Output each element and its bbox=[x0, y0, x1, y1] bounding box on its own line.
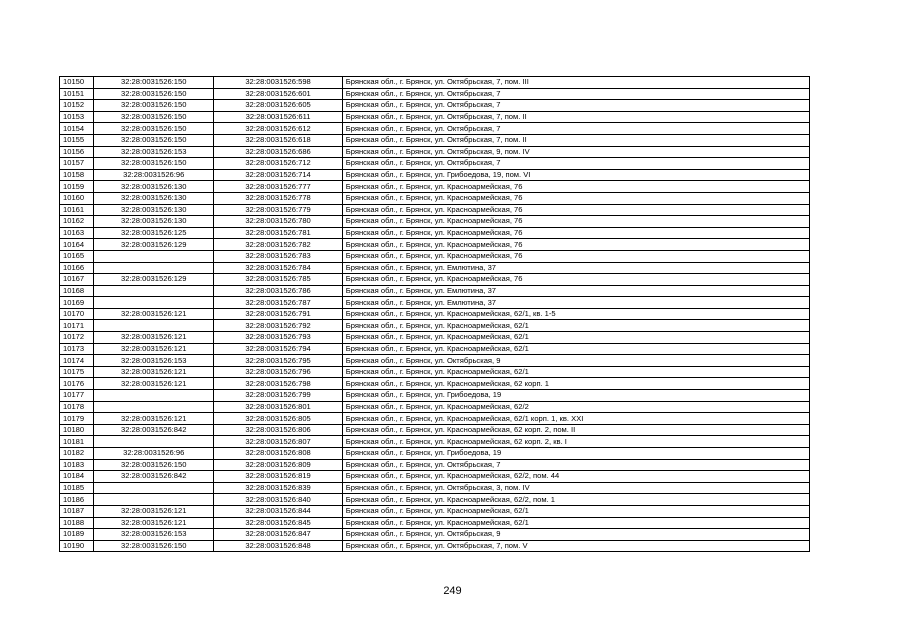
row-number-cell: 10185 bbox=[60, 482, 94, 494]
row-number-cell: 10188 bbox=[60, 517, 94, 529]
cadastral-number-cell: 32:28:0031526:601 bbox=[214, 88, 342, 100]
row-number-cell: 10168 bbox=[60, 285, 94, 297]
address-cell: Брянская обл., г. Брянск, ул. Красноармейская, 62/2, пом. 44 bbox=[342, 471, 809, 483]
address-cell: Брянская обл., г. Брянск, ул. Красноармейская, 76 bbox=[342, 274, 809, 286]
row-number-cell: 10164 bbox=[60, 239, 94, 251]
cadastral-number-cell: 32:28:0031526:786 bbox=[214, 285, 342, 297]
row-number-cell: 10183 bbox=[60, 459, 94, 471]
cadastral-number-cell: 32:28:0031526:808 bbox=[214, 448, 342, 460]
table-row bbox=[60, 436, 810, 448]
cadastral-number-cell: 32:28:0031526:778 bbox=[214, 192, 342, 204]
cadastral-number-cell: 32:28:0031526:819 bbox=[214, 471, 342, 483]
cadastral-number-cell: 32:28:0031526:784 bbox=[214, 262, 342, 274]
parent-cadastral-number-cell: 32:28:0031526:121 bbox=[94, 343, 214, 355]
table-row bbox=[60, 111, 810, 123]
parent-cadastral-number-cell: 32:28:0031526:96 bbox=[94, 448, 214, 460]
table-row bbox=[60, 262, 810, 274]
address-cell: Брянская обл., г. Брянск, ул. Грибоедова, 19 bbox=[342, 390, 809, 402]
table-row bbox=[60, 413, 810, 425]
address-cell: Брянская обл., г. Брянск, ул. Емлютина, 37 bbox=[342, 285, 809, 297]
table-row bbox=[60, 471, 810, 483]
address-cell: Брянская обл., г. Брянск, ул. Красноармейская, 62/1 bbox=[342, 517, 809, 529]
row-number-cell: 10158 bbox=[60, 169, 94, 181]
address-cell: Брянская обл., г. Брянск, ул. Красноармейская, 76 bbox=[342, 216, 809, 228]
parent-cadastral-number-cell bbox=[94, 390, 214, 402]
address-cell: Брянская обл., г. Брянск, ул. Октябрьская, 9 bbox=[342, 529, 809, 541]
parent-cadastral-number-cell bbox=[94, 250, 214, 262]
table-row bbox=[60, 448, 810, 460]
table-row bbox=[60, 169, 810, 181]
parent-cadastral-number-cell: 32:28:0031526:96 bbox=[94, 169, 214, 181]
table-row bbox=[60, 308, 810, 320]
parent-cadastral-number-cell: 32:28:0031526:842 bbox=[94, 424, 214, 436]
cadastral-number-cell: 32:28:0031526:791 bbox=[214, 308, 342, 320]
address-cell: Брянская обл., г. Брянск, ул. Емлютина, 37 bbox=[342, 297, 809, 309]
address-cell: Брянская обл., г. Брянск, ул. Октябрьская, 3, пом. IV bbox=[342, 482, 809, 494]
table-row bbox=[60, 158, 810, 170]
parent-cadastral-number-cell: 32:28:0031526:125 bbox=[94, 227, 214, 239]
parent-cadastral-number-cell: 32:28:0031526:150 bbox=[94, 134, 214, 146]
row-number-cell: 10167 bbox=[60, 274, 94, 286]
row-number-cell: 10160 bbox=[60, 192, 94, 204]
table-row bbox=[60, 540, 810, 552]
parent-cadastral-number-cell: 32:28:0031526:130 bbox=[94, 181, 214, 193]
address-cell: Брянская обл., г. Брянск, ул. Красноармейская, 62 корп. 2, пом. II bbox=[342, 424, 809, 436]
parent-cadastral-number-cell bbox=[94, 285, 214, 297]
table-row bbox=[60, 216, 810, 228]
table-row bbox=[60, 529, 810, 541]
row-number-cell: 10180 bbox=[60, 424, 94, 436]
parent-cadastral-number-cell: 32:28:0031526:150 bbox=[94, 77, 214, 89]
parent-cadastral-number-cell: 32:28:0031526:121 bbox=[94, 378, 214, 390]
cadastral-table bbox=[59, 76, 810, 552]
parent-cadastral-number-cell bbox=[94, 262, 214, 274]
cadastral-number-cell: 32:28:0031526:801 bbox=[214, 401, 342, 413]
table-row bbox=[60, 181, 810, 193]
row-number-cell: 10176 bbox=[60, 378, 94, 390]
address-cell: Брянская обл., г. Брянск, ул. Красноармейская, 62/1 корп. 1, кв. XXI bbox=[342, 413, 809, 425]
row-number-cell: 10175 bbox=[60, 366, 94, 378]
row-number-cell: 10152 bbox=[60, 100, 94, 112]
table-row bbox=[60, 285, 810, 297]
address-cell: Брянская обл., г. Брянск, ул. Октябрьская, 9 bbox=[342, 355, 809, 367]
address-cell: Брянская обл., г. Брянск, ул. Красноармейская, 62/1 bbox=[342, 366, 809, 378]
cadastral-number-cell: 32:28:0031526:779 bbox=[214, 204, 342, 216]
parent-cadastral-number-cell: 32:28:0031526:121 bbox=[94, 366, 214, 378]
cadastral-number-cell: 32:28:0031526:792 bbox=[214, 320, 342, 332]
table-row bbox=[60, 390, 810, 402]
parent-cadastral-number-cell bbox=[94, 320, 214, 332]
parent-cadastral-number-cell: 32:28:0031526:130 bbox=[94, 216, 214, 228]
row-number-cell: 10184 bbox=[60, 471, 94, 483]
address-cell: Брянская обл., г. Брянск, ул. Красноармейская, 62/1 bbox=[342, 343, 809, 355]
address-cell: Брянская обл., г. Брянск, ул. Красноармейская, 62 корп. 2, кв. I bbox=[342, 436, 809, 448]
row-number-cell: 10155 bbox=[60, 134, 94, 146]
cadastral-number-cell: 32:28:0031526:794 bbox=[214, 343, 342, 355]
row-number-cell: 10171 bbox=[60, 320, 94, 332]
table-row bbox=[60, 227, 810, 239]
row-number-cell: 10187 bbox=[60, 505, 94, 517]
cadastral-number-cell: 32:28:0031526:612 bbox=[214, 123, 342, 135]
table-row bbox=[60, 320, 810, 332]
row-number-cell: 10173 bbox=[60, 343, 94, 355]
table-row bbox=[60, 378, 810, 390]
cadastral-number-cell: 32:28:0031526:714 bbox=[214, 169, 342, 181]
table-row bbox=[60, 332, 810, 344]
row-number-cell: 10169 bbox=[60, 297, 94, 309]
table-row bbox=[60, 366, 810, 378]
cadastral-number-cell: 32:28:0031526:605 bbox=[214, 100, 342, 112]
cadastral-number-cell: 32:28:0031526:839 bbox=[214, 482, 342, 494]
table-row bbox=[60, 424, 810, 436]
table-row bbox=[60, 459, 810, 471]
address-cell: Брянская обл., г. Брянск, ул. Октябрьская, 7 bbox=[342, 158, 809, 170]
cadastral-number-cell: 32:28:0031526:787 bbox=[214, 297, 342, 309]
parent-cadastral-number-cell bbox=[94, 494, 214, 506]
table-row bbox=[60, 517, 810, 529]
address-cell: Брянская обл., г. Брянск, ул. Красноармейская, 76 bbox=[342, 204, 809, 216]
row-number-cell: 10178 bbox=[60, 401, 94, 413]
address-cell: Брянская обл., г. Брянск, ул. Красноармейская, 62/1 bbox=[342, 332, 809, 344]
row-number-cell: 10161 bbox=[60, 204, 94, 216]
row-number-cell: 10159 bbox=[60, 181, 94, 193]
table-body bbox=[60, 77, 810, 552]
table-row bbox=[60, 146, 810, 158]
cadastral-number-cell: 32:28:0031526:782 bbox=[214, 239, 342, 251]
address-cell: Брянская обл., г. Брянск, ул. Красноармейская, 76 bbox=[342, 192, 809, 204]
address-cell: Брянская обл., г. Брянск, ул. Октябрьская, 7, пом. III bbox=[342, 77, 809, 89]
row-number-cell: 10162 bbox=[60, 216, 94, 228]
address-cell: Брянская обл., г. Брянск, ул. Красноармейская, 62 корп. 1 bbox=[342, 378, 809, 390]
row-number-cell: 10170 bbox=[60, 308, 94, 320]
table-row bbox=[60, 343, 810, 355]
cadastral-number-cell: 32:28:0031526:847 bbox=[214, 529, 342, 541]
cadastral-number-cell: 32:28:0031526:805 bbox=[214, 413, 342, 425]
table-row bbox=[60, 77, 810, 89]
parent-cadastral-number-cell: 32:28:0031526:153 bbox=[94, 146, 214, 158]
parent-cadastral-number-cell: 32:28:0031526:153 bbox=[94, 529, 214, 541]
address-cell: Брянская обл., г. Брянск, ул. Красноармейская, 62/2, пом. 1 bbox=[342, 494, 809, 506]
parent-cadastral-number-cell: 32:28:0031526:150 bbox=[94, 459, 214, 471]
table-row bbox=[60, 250, 810, 262]
row-number-cell: 10174 bbox=[60, 355, 94, 367]
cadastral-number-cell: 32:28:0031526:809 bbox=[214, 459, 342, 471]
parent-cadastral-number-cell: 32:28:0031526:129 bbox=[94, 239, 214, 251]
address-cell: Брянская обл., г. Брянск, ул. Октябрьская, 7, пом. II bbox=[342, 134, 809, 146]
table-row bbox=[60, 494, 810, 506]
parent-cadastral-number-cell: 32:28:0031526:121 bbox=[94, 332, 214, 344]
parent-cadastral-number-cell: 32:28:0031526:150 bbox=[94, 540, 214, 552]
row-number-cell: 10165 bbox=[60, 250, 94, 262]
table-row bbox=[60, 134, 810, 146]
address-cell: Брянская обл., г. Брянск, ул. Красноармейская, 62/1 bbox=[342, 320, 809, 332]
parent-cadastral-number-cell: 32:28:0031526:121 bbox=[94, 413, 214, 425]
table-row bbox=[60, 192, 810, 204]
cadastral-number-cell: 32:28:0031526:712 bbox=[214, 158, 342, 170]
cadastral-number-cell: 32:28:0031526:611 bbox=[214, 111, 342, 123]
row-number-cell: 10163 bbox=[60, 227, 94, 239]
parent-cadastral-number-cell: 32:28:0031526:150 bbox=[94, 100, 214, 112]
address-cell: Брянская обл., г. Брянск, ул. Октябрьская, 9, пом. IV bbox=[342, 146, 809, 158]
row-number-cell: 10177 bbox=[60, 390, 94, 402]
address-cell: Брянская обл., г. Брянск, ул. Октябрьская, 7 bbox=[342, 123, 809, 135]
row-number-cell: 10181 bbox=[60, 436, 94, 448]
cadastral-number-cell: 32:28:0031526:793 bbox=[214, 332, 342, 344]
parent-cadastral-number-cell: 32:28:0031526:150 bbox=[94, 123, 214, 135]
table-row bbox=[60, 274, 810, 286]
cadastral-number-cell: 32:28:0031526:777 bbox=[214, 181, 342, 193]
row-number-cell: 10153 bbox=[60, 111, 94, 123]
row-number-cell: 10189 bbox=[60, 529, 94, 541]
row-number-cell: 10182 bbox=[60, 448, 94, 460]
table-row bbox=[60, 123, 810, 135]
address-cell: Брянская обл., г. Брянск, ул. Красноармейская, 62/1 bbox=[342, 505, 809, 517]
cadastral-number-cell: 32:28:0031526:795 bbox=[214, 355, 342, 367]
cadastral-number-cell: 32:28:0031526:845 bbox=[214, 517, 342, 529]
row-number-cell: 10156 bbox=[60, 146, 94, 158]
parent-cadastral-number-cell: 32:28:0031526:150 bbox=[94, 111, 214, 123]
table-row bbox=[60, 100, 810, 112]
parent-cadastral-number-cell: 32:28:0031526:130 bbox=[94, 204, 214, 216]
address-cell: Брянская обл., г. Брянск, ул. Красноармейская, 76 bbox=[342, 227, 809, 239]
parent-cadastral-number-cell: 32:28:0031526:121 bbox=[94, 505, 214, 517]
cadastral-number-cell: 32:28:0031526:781 bbox=[214, 227, 342, 239]
parent-cadastral-number-cell bbox=[94, 401, 214, 413]
address-cell: Брянская обл., г. Брянск, ул. Октябрьская, 7, пом. V bbox=[342, 540, 809, 552]
cadastral-number-cell: 32:28:0031526:785 bbox=[214, 274, 342, 286]
table-row bbox=[60, 355, 810, 367]
address-cell: Брянская обл., г. Брянск, ул. Октябрьская, 7 bbox=[342, 88, 809, 100]
row-number-cell: 10190 bbox=[60, 540, 94, 552]
address-cell: Брянская обл., г. Брянск, ул. Октябрьская, 7, пом. II bbox=[342, 111, 809, 123]
table-row bbox=[60, 401, 810, 413]
table-row bbox=[60, 482, 810, 494]
cadastral-number-cell: 32:28:0031526:598 bbox=[214, 77, 342, 89]
row-number-cell: 10166 bbox=[60, 262, 94, 274]
table-row bbox=[60, 297, 810, 309]
parent-cadastral-number-cell bbox=[94, 436, 214, 448]
parent-cadastral-number-cell bbox=[94, 482, 214, 494]
table-row bbox=[60, 204, 810, 216]
address-cell: Брянская обл., г. Брянск, ул. Грибоедова, 19 bbox=[342, 448, 809, 460]
cadastral-number-cell: 32:28:0031526:780 bbox=[214, 216, 342, 228]
parent-cadastral-number-cell: 32:28:0031526:150 bbox=[94, 88, 214, 100]
address-cell: Брянская обл., г. Брянск, ул. Грибоедова, 19, пом. VI bbox=[342, 169, 809, 181]
cadastral-number-cell: 32:28:0031526:807 bbox=[214, 436, 342, 448]
cadastral-number-cell: 32:28:0031526:844 bbox=[214, 505, 342, 517]
address-cell: Брянская обл., г. Брянск, ул. Красноармейская, 62/2 bbox=[342, 401, 809, 413]
address-cell: Брянская обл., г. Брянск, ул. Октябрьская, 7 bbox=[342, 100, 809, 112]
table-row bbox=[60, 239, 810, 251]
cadastral-number-cell: 32:28:0031526:618 bbox=[214, 134, 342, 146]
cadastral-number-cell: 32:28:0031526:806 bbox=[214, 424, 342, 436]
address-cell: Брянская обл., г. Брянск, ул. Емлютина, 37 bbox=[342, 262, 809, 274]
row-number-cell: 10150 bbox=[60, 77, 94, 89]
row-number-cell: 10151 bbox=[60, 88, 94, 100]
parent-cadastral-number-cell: 32:28:0031526:153 bbox=[94, 355, 214, 367]
address-cell: Брянская обл., г. Брянск, ул. Красноармейская, 62/1, кв. 1-5 bbox=[342, 308, 809, 320]
cadastral-number-cell: 32:28:0031526:848 bbox=[214, 540, 342, 552]
address-cell: Брянская обл., г. Брянск, ул. Октябрьская, 7 bbox=[342, 459, 809, 471]
parent-cadastral-number-cell: 32:28:0031526:121 bbox=[94, 517, 214, 529]
cadastral-number-cell: 32:28:0031526:686 bbox=[214, 146, 342, 158]
cadastral-number-cell: 32:28:0031526:798 bbox=[214, 378, 342, 390]
cadastral-number-cell: 32:28:0031526:840 bbox=[214, 494, 342, 506]
parent-cadastral-number-cell: 32:28:0031526:130 bbox=[94, 192, 214, 204]
table-row bbox=[60, 88, 810, 100]
address-cell: Брянская обл., г. Брянск, ул. Красноармейская, 76 bbox=[342, 250, 809, 262]
row-number-cell: 10186 bbox=[60, 494, 94, 506]
table-row bbox=[60, 505, 810, 517]
row-number-cell: 10172 bbox=[60, 332, 94, 344]
page-number: 249 bbox=[443, 585, 462, 597]
parent-cadastral-number-cell: 32:28:0031526:121 bbox=[94, 308, 214, 320]
parent-cadastral-number-cell: 32:28:0031526:842 bbox=[94, 471, 214, 483]
cadastral-number-cell: 32:28:0031526:783 bbox=[214, 250, 342, 262]
cadastral-number-cell: 32:28:0031526:796 bbox=[214, 366, 342, 378]
cadastral-number-cell: 32:28:0031526:799 bbox=[214, 390, 342, 402]
parent-cadastral-number-cell: 32:28:0031526:129 bbox=[94, 274, 214, 286]
row-number-cell: 10157 bbox=[60, 158, 94, 170]
row-number-cell: 10179 bbox=[60, 413, 94, 425]
address-cell: Брянская обл., г. Брянск, ул. Красноармейская, 76 bbox=[342, 181, 809, 193]
parent-cadastral-number-cell: 32:28:0031526:150 bbox=[94, 158, 214, 170]
row-number-cell: 10154 bbox=[60, 123, 94, 135]
parent-cadastral-number-cell bbox=[94, 297, 214, 309]
address-cell: Брянская обл., г. Брянск, ул. Красноармейская, 76 bbox=[342, 239, 809, 251]
